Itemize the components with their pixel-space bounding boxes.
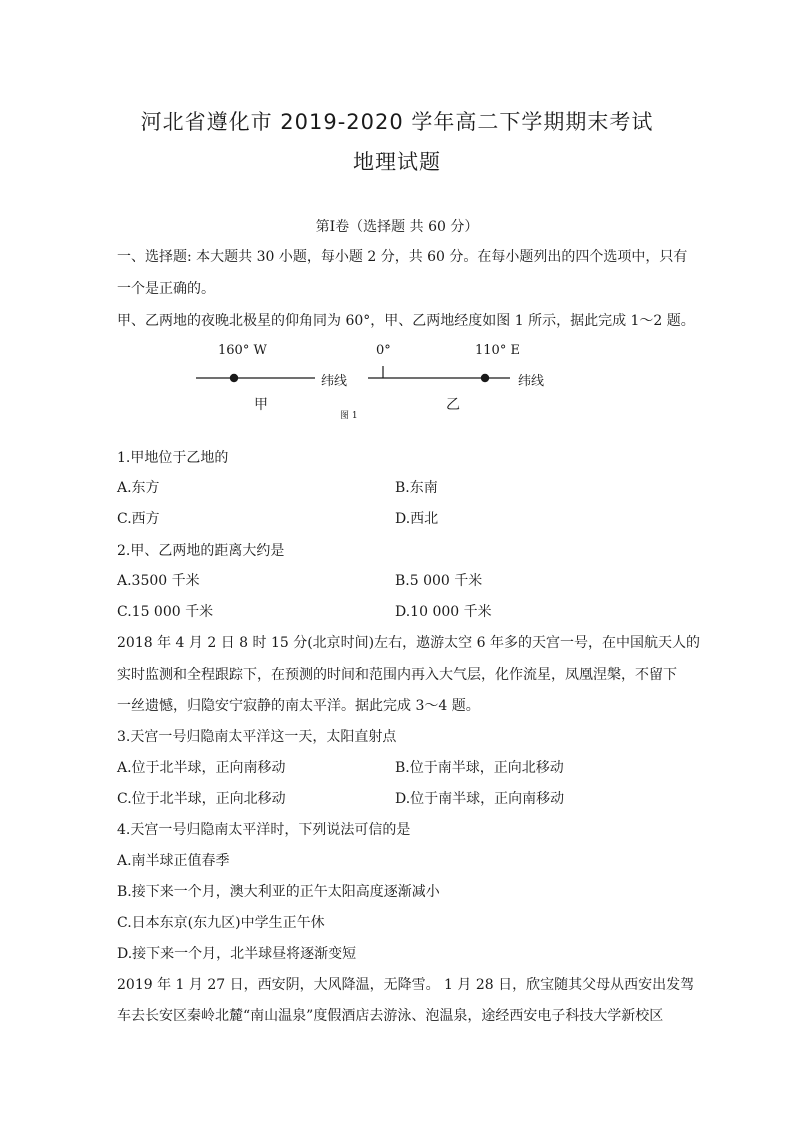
point-yi-marker — [481, 374, 489, 382]
section-header: 第Ⅰ卷（选择题 共 60 分） — [315, 219, 479, 235]
q1-option-b: B.东南 — [395, 480, 438, 496]
place-jia-label: 甲 — [254, 397, 268, 413]
lon-label-110e: 110° E — [475, 343, 520, 358]
q3-stem: 3.天宫一号归隐南太平洋这一天，太阳直射点 — [117, 729, 397, 745]
intro-q5-line-2: 车去长安区秦岭北麓“南山温泉”度假酒店去游泳、泡温泉，途经西安电子科技大学新校区 — [117, 1008, 664, 1024]
exam-title: 河北省遵化市 2019-2020 学年高二下学期期末考试 — [140, 110, 654, 134]
q3-option-b: B.位于南半球，正向北移动 — [395, 760, 564, 776]
intro-q5-line-1: 2019 年 1 月 27 日，西安阴，大风降温，无降雪。 1 月 28 日，欣宝随其父母从西安出发驾 — [117, 977, 695, 993]
intro-q3-4-line-1: 2018 年 4 月 2 日 8 时 15 分(北京时间)左右，遨游太空 6 年多的天宫一号，在中国航天人的 — [117, 635, 700, 651]
intro-q3-4-line-3: 一丝遗憾，归隐安宁寂静的南太平洋。据此完成 3～4 题。 — [117, 698, 480, 714]
q4-option-d: D.接下来一个月，北半球昼将逐渐变短 — [117, 946, 357, 962]
q3-option-a: A.位于北半球，正向南移动 — [117, 760, 286, 776]
latitude-label-right: 纬线 — [518, 374, 545, 389]
q2-stem: 2.甲、乙两地的距离大约是 — [117, 543, 285, 559]
point-jia-marker — [230, 374, 238, 382]
q1-option-c: C.西方 — [117, 511, 160, 527]
q2-option-a: A.3500 千米 — [117, 573, 200, 589]
intro-q1-2: 甲、乙两地的夜晚北极星的仰角同为 60°，甲、乙两地经度如图 1 所示，据此完成 1～2 题。 — [117, 313, 695, 329]
q1-option-d: D.西北 — [395, 511, 439, 527]
q4-option-c: C.日本东京(东九区)中学生正午休 — [117, 915, 325, 931]
q2-option-b: B.5 000 千米 — [395, 573, 483, 589]
q4-stem: 4.天宫一号归隐南太平洋时，下列说法可信的是 — [117, 822, 411, 838]
q2-option-c: C.15 000 千米 — [117, 604, 214, 620]
q2-option-d: D.10 000 千米 — [395, 604, 492, 620]
exam-subtitle: 地理试题 — [353, 150, 441, 174]
instructions-line-1: 一、选择题: 本大题共 30 小题，每小题 2 分，共 60 分。在每小题列出的四个选项中，只有 — [117, 249, 688, 265]
intro-q3-4-line-2: 实时监测和全程跟踪下，在预测的时间和范围内再入大气层，化作流星，凤凰涅槃，不留下 — [117, 667, 677, 683]
figure-1-diagram — [190, 336, 570, 426]
q3-option-d: D.位于南半球，正向南移动 — [395, 791, 565, 807]
q3-option-c: C.位于北半球，正向北移动 — [117, 791, 286, 807]
q1-option-a: A.东方 — [117, 480, 160, 496]
instructions-line-2: 一个是正确的。 — [117, 281, 215, 297]
lon-label-0: 0° — [376, 343, 391, 358]
figure-caption: 图 1 — [340, 411, 358, 421]
q4-option-a: A.南半球正值春季 — [117, 853, 230, 869]
q1-stem: 1.甲地位于乙地的 — [117, 450, 229, 466]
place-yi-label: 乙 — [446, 397, 460, 413]
lon-label-160w: 160° W — [218, 343, 267, 358]
latitude-label-left: 纬线 — [321, 374, 348, 389]
q4-option-b: B.接下来一个月，澳大利亚的正午太阳高度逐渐减小 — [117, 884, 440, 900]
